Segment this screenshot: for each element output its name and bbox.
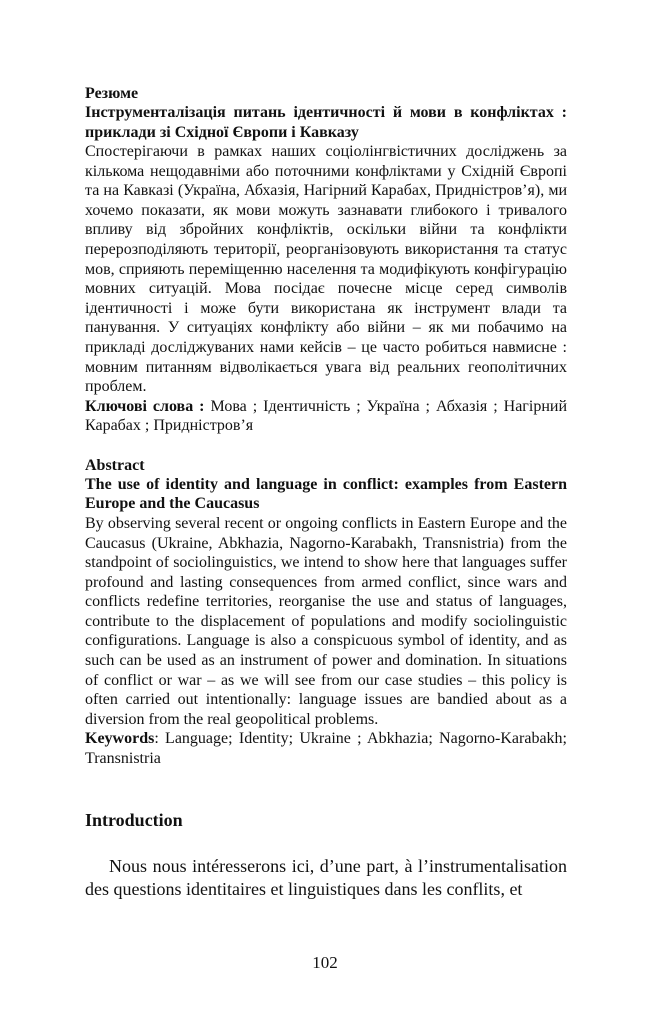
resume-keywords-label: Ключові слова : (85, 397, 205, 415)
abstract-title: The use of identity and language in conflict: examples from Eastern Europe and the Caucasus (85, 475, 567, 513)
introduction-paragraph: Nous nous intéresserons ici, d’une part, à l’instrumentalisation des questions identitaires et linguistiques dans les conflits, et (85, 855, 567, 899)
resume-section (85, 84, 567, 436)
abstract-keywords (85, 729, 567, 768)
resume-body: Спостерігаючи в рамках наших соціолінгвістичних досліджень за кількома нещодавніми або поточними конфліктами у Східній Європі та на Кавказі (Україна, Абхазія, Нагірний Карабах, Придністров’я), ми хочемо показати, як мови можуть зазнавати глибокого і тривалого впливу від збройних конфліктів, оскільки війни та конфлікти перерозподіляють території, реорганізовують використання та статус мов, сприяють переміщенню населення та модифікують конфігурацію мовних ситуацій. Мова посідає почесне місце серед символів ідентичності і може бути використана як інструмент влади та панування. У ситуаціях конфлікту або війни – як ми побачимо на прикладі досліджуваних нами кейсів – це часто робиться навмисне : мовним питанням відволікається увага від реальних геополітичних проблем. (85, 143, 567, 396)
introduction-heading: Introduction (85, 809, 183, 830)
resume-title: Інструменталізація питань ідентичності й мови в конфліктах : приклади зі Східної Європи і Кавказу (85, 104, 567, 141)
abstract-keywords-list: : Language; Identity; Ukraine ; Abkhazia; Nagorno-Karabakh; Transnistria (85, 730, 567, 768)
page-content (85, 84, 567, 901)
introduction-section (85, 809, 567, 901)
abstract-body: By observing several recent or ongoing conflicts in Eastern Europe and the Caucasus (Ukraine, Abkhazia, Nagorno-Karabakh, Transnistria) from the standpoint of sociolinguistics, we intend to show here that languages suffer profound and lasting consequences from armed conflict, since wars and conflicts redefine territories, reorganise the use and status of languages, contribute to the displacement of populations and modify sociolinguistic configurations. Language is also a conspicuous symbol of identity, and as such can be used as an instrument of power and domination. In situations of conflict or war – as we will see from our case studies – this policy is often carried out intentionally: language issues are bandied about as a diversion from the real geopolitical problems. (85, 514, 567, 728)
abstract-heading: Abstract (85, 456, 145, 474)
resume-keywords-list: Мова ; Ідентичність ; Україна ; Абхазія ; Нагірний Карабах ; Придністров’я (85, 397, 568, 435)
page-number: 102 (312, 953, 338, 972)
abstract-keywords-label: Keywords (85, 730, 155, 748)
resume-heading: Резюме (85, 85, 139, 102)
abstract-section (85, 456, 567, 769)
resume-keywords (85, 397, 567, 436)
